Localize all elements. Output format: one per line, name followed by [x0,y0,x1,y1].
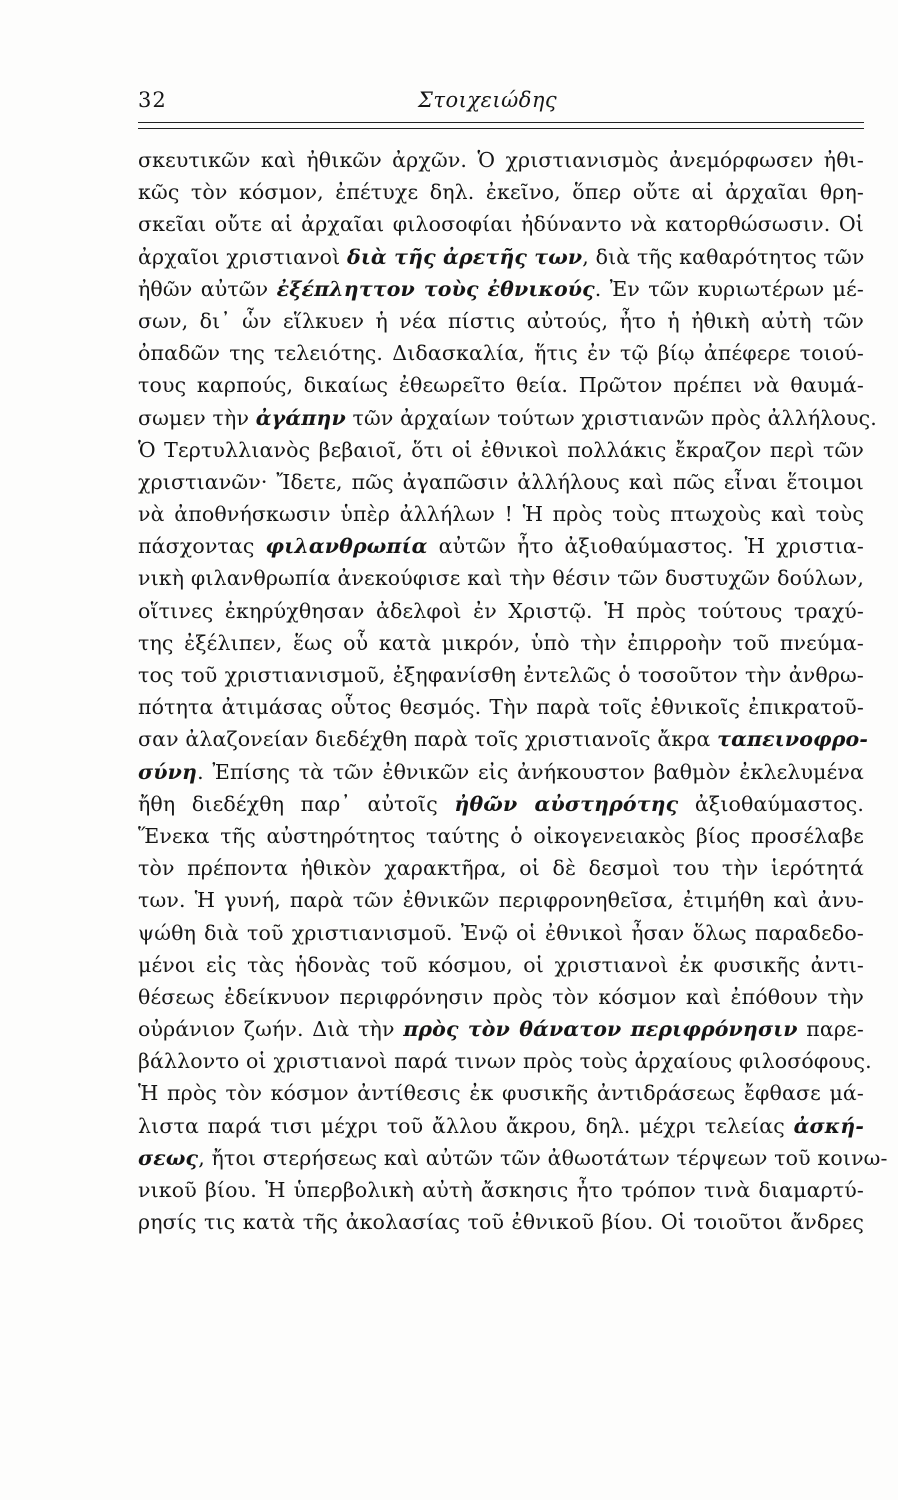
emphasized-phrase: ταπεινοφρο- [717,727,869,752]
text-line [138,691,864,723]
text-run: . Ἐν τῶν κυριωτέρων μέ- [594,276,864,301]
text-line [138,820,864,852]
text-run: Ἡ πρὸς τὸν κόσμον ἀντίθεσις ἐκ φυσικῆς ἀντιδράσεως ἔφθασε μά- [138,1081,864,1106]
text-run: ἠθῶν αὐτῶν [138,276,277,301]
header-rule-thick [138,122,864,123]
text-line [138,466,864,498]
text-run: τους καρπούς, δικαίως ἐθεωρεῖτο θεία. Πρῶτον πρέπει νὰ θαυμά- [138,373,864,398]
text-line [138,595,864,627]
emphasized-phrase: πρὸς τὸν θάνατον περιφρόνησιν [403,1017,798,1042]
text-run: Ἕνεκα τῆς αὐστηρότητος ταύτης ὁ οἰκογενειακὸς βίος προσέλαβε [138,823,864,848]
emphasized-phrase: φιλανθρωπία [265,534,428,559]
text-line [138,917,864,949]
text-run: σων, δι᾽ ὧν εἵλκυεν ἡ νέα πίστις αὐτούς, ἦτο ἡ ἠθικὴ αὐτὴ τῶν [138,308,864,333]
text-run: μένοι εἰς τὰς ἡδονὰς τοῦ κόσμου, οἱ χριστιανοὶ ἐκ φυσικῆς ἀντι- [138,952,864,977]
text-line [138,627,864,659]
body-text [138,144,888,1238]
text-line [138,530,864,562]
text-run: χριστιανῶν· Ἴδετε, πῶς ἀγαπῶσιν ἀλλήλους καὶ πῶς εἶναι ἕτοιμοι [138,469,864,494]
emphasized-phrase: σεως [138,1145,199,1170]
text-line [138,402,877,434]
text-run: ρησίς τις κατὰ τῆς ἀκολασίας τοῦ ἐθνικοῦ βίου. Οἱ τοιοῦτοι ἄνδρες [138,1210,864,1235]
text-line [138,208,864,240]
text-line [138,305,864,337]
text-line [138,981,864,1013]
text-run: τὸν πρέποντα ἠθικὸν χαρακτῆρα, οἱ δὲ δεσμοὶ του τὴν ἱερότητά [138,856,864,881]
text-run: ἤθη διεδέχθη παρ᾽ αὐτοῖς [138,791,455,816]
text-run: , διὰ τῆς καθαρότητος τῶν [582,244,865,269]
text-line [138,241,864,273]
text-line [138,1142,888,1174]
text-line [138,852,864,884]
text-run: παρε- [797,1017,864,1042]
text-run: τῶν ἀρχαίων τούτων χριστιανῶν πρὸς ἀλλήλους. [345,405,877,430]
emphasized-phrase: διὰ τῆς ἀρετῆς των [347,244,583,269]
text-run: σκεῖαι οὔτε αἱ ἀρχαῖαι φιλοσοφίαι ἠδύναντο νὰ κατορθώσωσιν. Οἱ [138,212,864,237]
text-line [138,369,864,401]
text-line [138,1206,864,1238]
emphasized-phrase: ἀγάπην [255,405,346,430]
text-run: σκευτικῶν καὶ ἠθικῶν ἀρχῶν. Ὁ χριστιανισμὸς ἀνεμόρφωσεν ἠθι- [138,148,864,172]
text-run: πότητα ἀτιμάσας οὗτος θεσμός. Τὴν παρὰ τοῖς ἐθνικοῖς ἐπικρατοῦ- [138,695,864,720]
text-line [138,1110,864,1142]
text-run: ψώθη διὰ τοῦ χριστιανισμοῦ. Ἐνῷ οἱ ἐθνικοὶ ἦσαν ὅλως παραδεδο- [138,920,864,945]
text-line [138,723,869,755]
text-line [138,756,864,788]
text-line [138,144,864,176]
text-line [138,434,864,466]
text-run: πάσχοντας [138,534,266,559]
text-run: των. Ἡ γυνή, παρὰ τῶν ἐθνικῶν περιφρονηθεῖσα, ἐτιμήθη καὶ ἀνυ- [138,888,864,913]
text-run: οὐράνιον ζωήν. Διὰ τὴν [138,1017,404,1042]
page-number: 32 [138,88,167,112]
emphasized-phrase: ἠθῶν αὐστηρότης [454,791,679,816]
text-run: κῶς τὸν κόσμον, ἐπέτυχε δηλ. ἐκεῖνο, ὅπερ οὔτε αἱ ἀρχαῖαι θρη- [138,180,864,205]
text-run: βάλλοντο οἱ χριστιανοὶ παρά τινων πρὸς τοὺς ἀρχαίους φιλοσόφους. [138,1049,872,1074]
text-line [138,788,864,820]
text-run: ἀξιοθαύμαστος. [678,791,864,816]
text-run: νικὴ φιλανθρωπία ἀνεκούφισε καὶ τὴν θέσιν τῶν δυστυχῶν δούλων, [138,566,864,591]
text-line [138,1174,864,1206]
running-head: Στοιχειώδης [418,88,558,112]
header-rule-thin [138,128,864,129]
text-line [138,659,864,691]
text-run: Ὁ Τερτυλλιανὸς βεβαιοῖ, ὅτι οἱ ἐθνικοὶ πολλάκις ἔκραζον περὶ τῶν [138,437,864,462]
text-run: τος τοῦ χριστιανισμοῦ, ἐξηφανίσθη ἐντελῶς ὁ τοσοῦτον τὴν ἀνθρω- [138,663,864,687]
text-run: , ἤτοι στερήσεως καὶ αὐτῶν τῶν ἀθωοτάτων τέρψεων τοῦ κοινω- [198,1145,888,1170]
text-run: ὀπαδῶν της τελειότης. Διδασκαλία, ἥτις ἐν τῷ βίῳ ἀπέφερε τοιού- [138,341,864,366]
text-run: ἀρχαῖοι χριστιανοὶ [138,244,348,269]
text-run: . Ἐπίσης τὰ τῶν ἐθνικῶν εἰς ἀνήκουστον βαθμὸν ἐκλελυμένα [197,759,864,784]
text-run: σωμεν τὴν [138,405,256,430]
text-run: αὐτῶν ἦτο ἀξιοθαύμαστος. Ἡ χριστια- [427,534,864,559]
text-run: θέσεως ἐδείκνυον περιφρόνησιν πρὸς τὸν κόσμον καὶ ἐπόθουν τὴν [138,984,864,1009]
text-run: λιστα παρά τισι μέχρι τοῦ ἄλλου ἄκρου, δηλ. μέχρι τελείας [138,1113,794,1138]
page-header [138,88,864,122]
text-line [138,498,864,530]
text-run: σαν ἀλαζονείαν διεδέχθη παρὰ τοῖς χριστιανοῖς ἄκρα [138,727,718,752]
text-run: οἵτινες ἐκηρύχθησαν ἀδελφοὶ ἐν Χριστῷ. Ἡ πρὸς τούτους τραχύ- [138,598,864,623]
text-line [138,337,864,369]
text-line [138,1045,872,1077]
text-run: της ἐξέλιπεν, ἕως οὗ κατὰ μικρόν, ὑπὸ τὴν ἐπιρροὴν τοῦ πνεύμα- [138,630,864,655]
emphasized-phrase: σύνη [138,759,198,784]
text-line [138,1077,864,1109]
text-line [138,273,864,305]
text-run: νὰ ἀποθνήσκωσιν ὑπὲρ ἀλλήλων ! Ἡ πρὸς τοὺς πτωχοὺς καὶ τοὺς [138,502,864,527]
text-line [138,176,864,208]
text-line [138,1013,864,1045]
text-line [138,562,864,594]
text-line [138,884,864,916]
text-line [138,949,864,981]
text-run: νικοῦ βίου. Ἡ ὑπερβολικὴ αὐτὴ ἄσκησις ἦτο τρόπον τινὰ διαμαρτύ- [138,1178,864,1202]
emphasized-phrase: ἀσκή- [793,1113,864,1138]
emphasized-phrase: ἐξέπληττον τοὺς ἐθνικούς [276,276,595,301]
